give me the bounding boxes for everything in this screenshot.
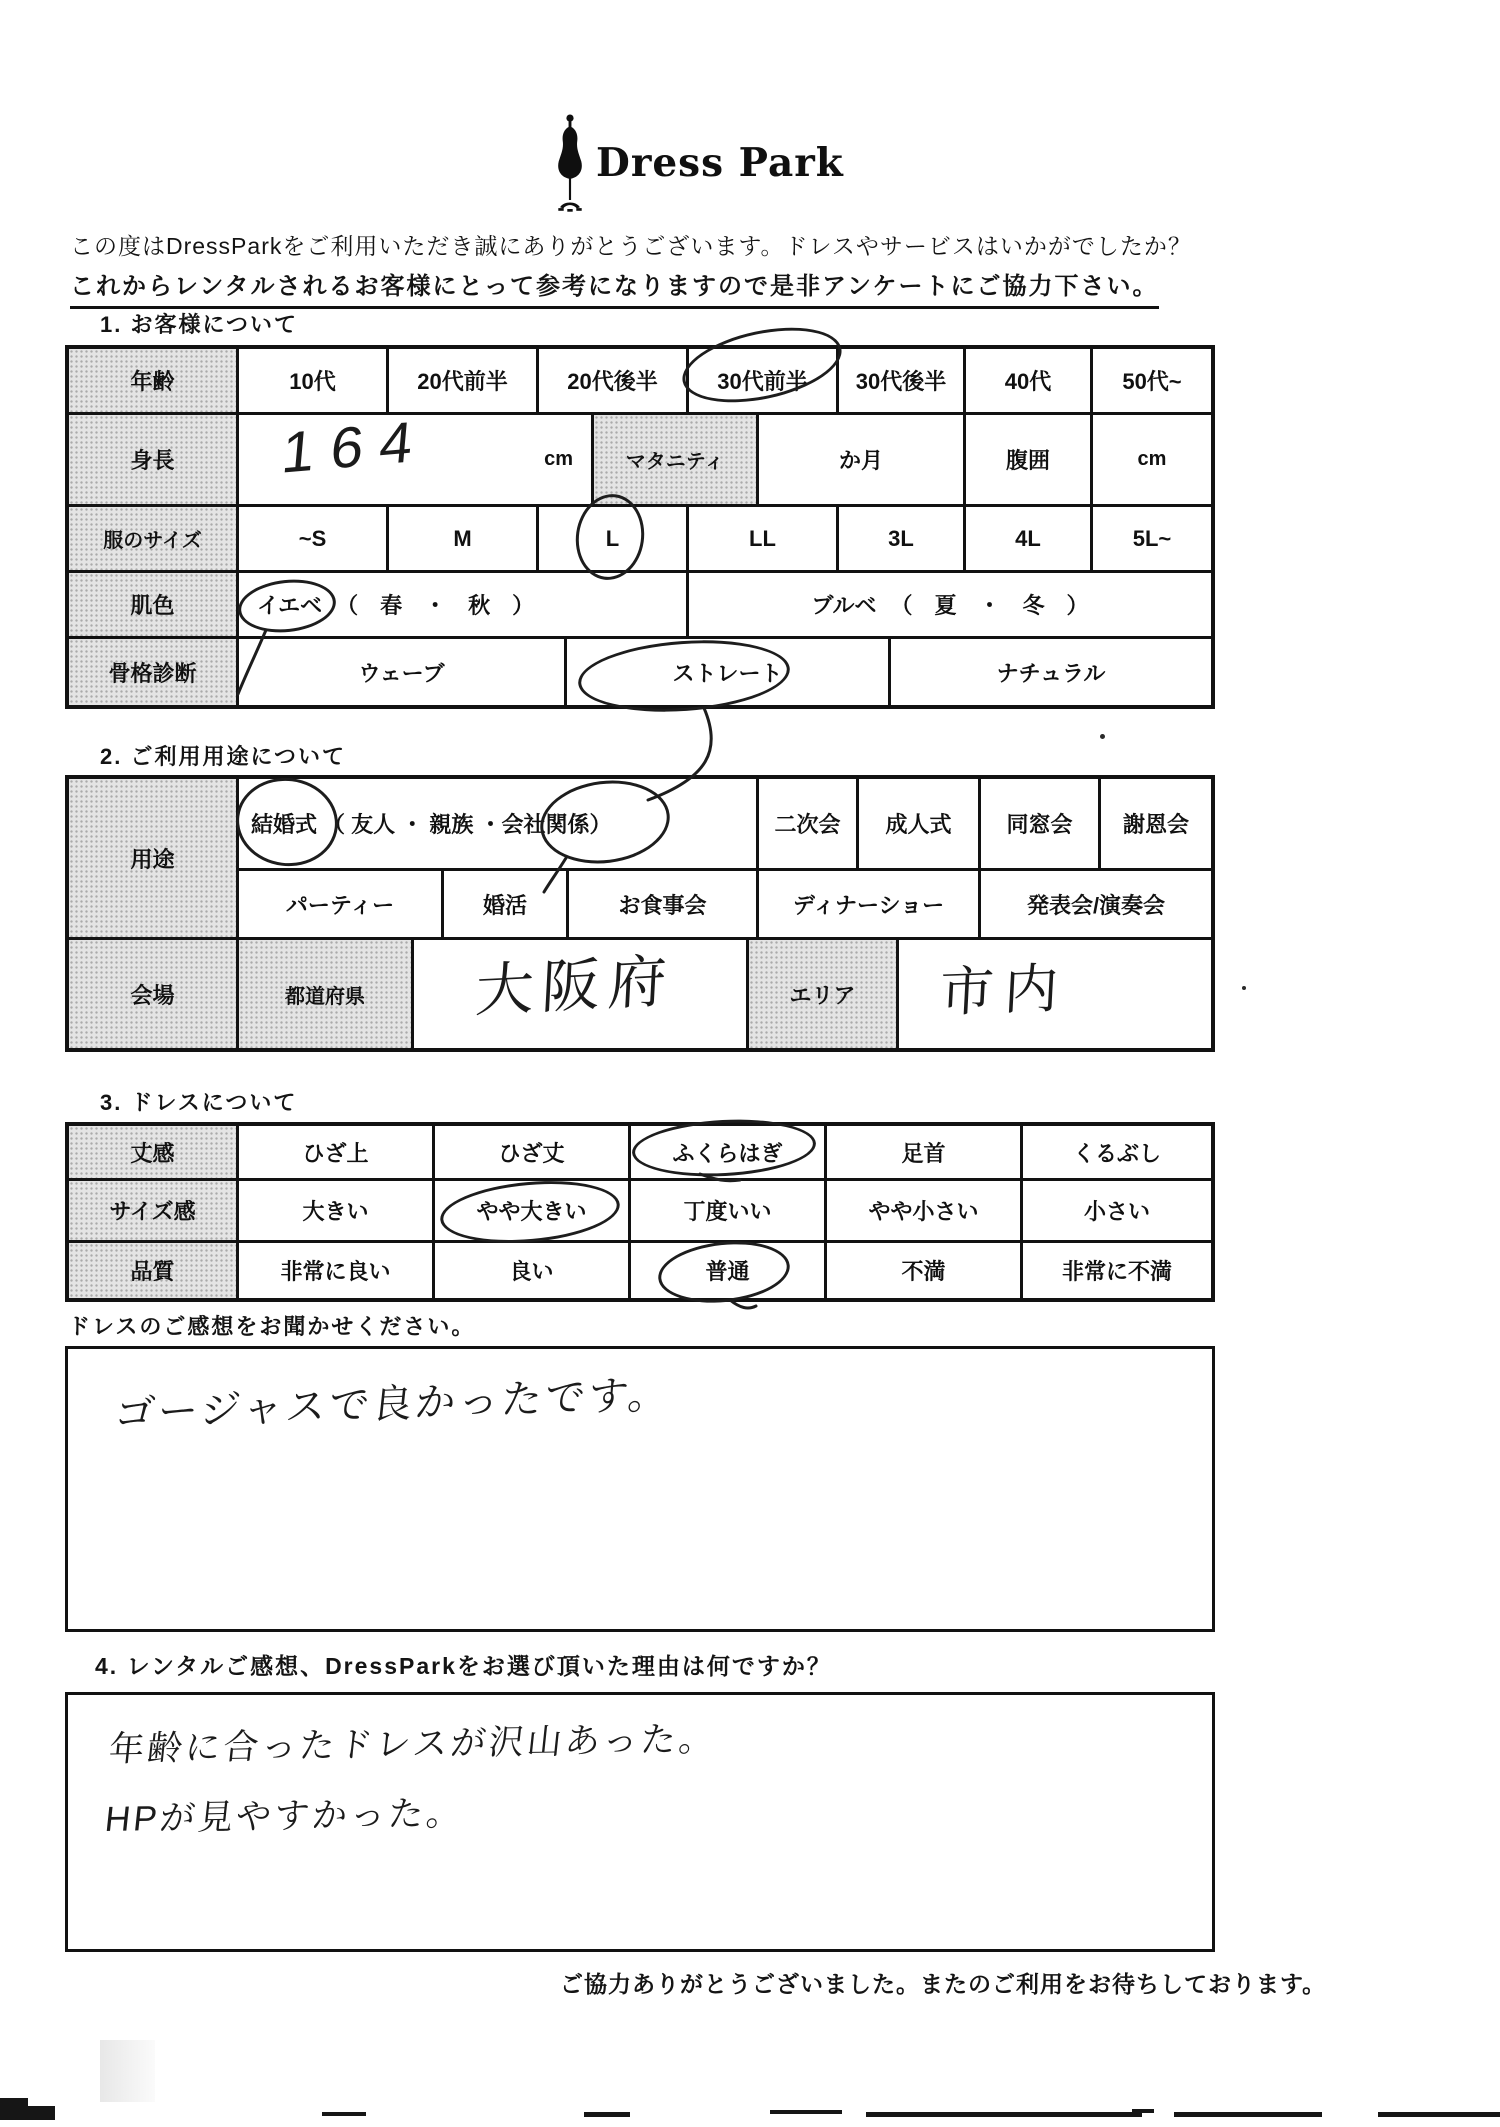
scan-smudge [100,2040,155,2102]
prefecture-label: 都道府県 [239,940,414,1048]
row-purpose-2 [239,871,1211,937]
option-age-30s-first-half: 30代前半 [689,349,839,412]
option-frame-straight: ストレート [567,639,891,705]
skin-yellow-note: （ 春 ・ 秋 ） [336,593,535,618]
purpose-wedding-note-open: （ 友人 ・ 親族 ・ [323,812,502,837]
scan-edge-artifact [322,2112,366,2116]
intro-line-1: この度はDressParkをご利用いただき誠にありがとうございます。ドレスやサービスはいかがでしたか？ [70,233,1192,259]
scan-edge-artifact [584,2112,630,2117]
waist-label: 腹囲 [966,415,1093,504]
option-quality-very-unsatisfied: 非常に不満 [1061,1259,1172,1284]
option-quality-good: 良い [435,1243,631,1298]
quality-label: 品質 [69,1243,239,1298]
dress-form-icon [552,112,588,216]
option-purpose-afterparty: 二次会 [759,779,859,868]
option-purpose-recital: 発表会/演奏会 [1026,892,1166,918]
row-age [69,349,1211,415]
maternity-label: マタニティ [594,415,759,504]
scan-edge-artifact [1378,2112,1500,2117]
section2-heading: 2. ご利用用途について [100,744,347,769]
option-size-4l: 4L [966,507,1093,570]
option-length-anklebone: くるぶし [1072,1140,1161,1166]
venue-label: 会場 [69,940,239,1048]
handwritten-dress-comment: ゴージャスで良かったです。 [112,1372,674,1436]
option-size-l: L [539,507,689,570]
scan-edge-artifact [1132,2109,1154,2113]
skin-yellow-text: イエベ [257,593,323,618]
handwritten-prefecture-value: 大阪府 [473,948,677,1024]
skin-blue-text: ブルベ [811,593,877,618]
size-label: 服のサイズ [69,507,239,570]
option-skin-blue [689,573,1211,636]
purpose-label: 用途 [69,779,239,937]
option-purpose-coming-of-age: 成人式 [859,779,981,868]
purpose-company-text: 会社関係 [501,812,590,837]
purpose-wedding-note-close: ） [589,812,612,837]
option-quality-unsatisfied: 不満 [827,1243,1023,1298]
skin-label: 肌色 [69,573,239,636]
row-height [69,415,1211,507]
option-quality-normal: 普通 [631,1243,827,1298]
handwritten-rental-comment-line2: HPが見やすかった。 [103,1793,467,1839]
row-purpose-1 [239,779,1211,871]
option-size-s: ~S [239,507,389,570]
footer-thanks: ご協力ありがとうございました。またのご利用をお待ちしております。 [560,1971,1327,1997]
option-size-ll: LL [689,507,839,570]
option-purpose-dinner-show: ディナーショー [759,871,981,937]
purpose-wedding-text: 結婚式 [251,812,318,837]
handwritten-height-value: 164 [279,408,432,486]
area-label: エリア [749,940,899,1048]
option-purpose-thanksgiving: 謝恩会 [1122,812,1189,837]
section3-heading: 3. ドレスについて [100,1090,298,1115]
option-fit-slightly-large: やや大きい [435,1181,631,1240]
scan-speck [1242,986,1246,990]
maternity-months-label: か月 [759,415,966,504]
brand-name: Dress Park [596,140,844,186]
intro-line-2: これからレンタルされるお客様にとって参考になりますので是非アンケートにご協力下さい。 [70,266,1159,309]
section4-heading: 4. レンタルご感想、DressParkをお選び頂いた理由は何ですか？ [95,1653,832,1679]
scan-edge-artifact [0,2106,55,2120]
fit-label: サイズ感 [69,1181,239,1240]
option-quality-very-good: 非常に良い [239,1243,435,1298]
option-age-30s-second-half: 30代後半 [839,349,966,412]
row-quality [69,1243,1211,1298]
height-unit: cm [239,415,594,504]
option-age-20s-second-half: 20代後半 [539,349,689,412]
length-label: 丈感 [69,1126,239,1178]
option-size-m: M [389,507,539,570]
option-frame-wave: ウェーブ [239,639,567,705]
skin-blue-note: （ 夏 ・ 冬 ） [890,593,1089,618]
waist-unit: cm [1137,448,1167,470]
scan-edge-artifact [1174,2112,1322,2117]
option-purpose-konkatsu: 婚活 [444,871,569,937]
handwritten-rental-comment-line1: 年齢に合ったドレスが沢山あった。 [107,1719,719,1769]
option-age-20s-first-half: 20代前半 [389,349,539,412]
option-length-calf: ふくらはぎ [631,1126,827,1178]
age-label: 年齢 [69,349,239,412]
brand-logo [552,112,844,216]
section1-heading: 1. お客様について [100,312,299,337]
option-purpose-dinner: お食事会 [569,871,759,937]
option-purpose-party: パーティー [239,871,444,937]
option-purpose-reunion: 同窓会 [981,779,1101,868]
scan-edge-artifact [770,2110,842,2114]
option-length-knee: ひざ丈 [435,1126,631,1178]
option-size-3l: 3L [839,507,966,570]
option-age-40s: 40代 [966,349,1093,412]
scan-edge-artifact [0,2098,28,2106]
option-fit-large: 大きい [239,1181,435,1240]
row-fit [69,1181,1211,1243]
option-fit-small: 小さい [1083,1199,1150,1224]
option-age-50s-plus: 50代~ [1122,369,1182,394]
option-frame-natural: ナチュラル [996,660,1106,686]
option-fit-just-right: 丁度いい [631,1181,827,1240]
handwritten-area-value: 市内 [938,958,1070,1023]
height-label: 身長 [69,415,239,504]
scan-edge-artifact [866,2112,1142,2117]
option-age-10s: 10代 [239,349,389,412]
frame-label: 骨格診断 [69,639,239,705]
option-fit-slightly-small: やや小さい [827,1181,1023,1240]
option-length-ankle: 足首 [827,1126,1023,1178]
dress-comment-prompt: ドレスのご感想をお聞かせください。 [68,1314,476,1339]
option-size-5l-plus: 5L~ [1132,525,1172,551]
scan-speck [1100,734,1105,739]
option-length-above-knee: ひざ上 [239,1126,435,1178]
